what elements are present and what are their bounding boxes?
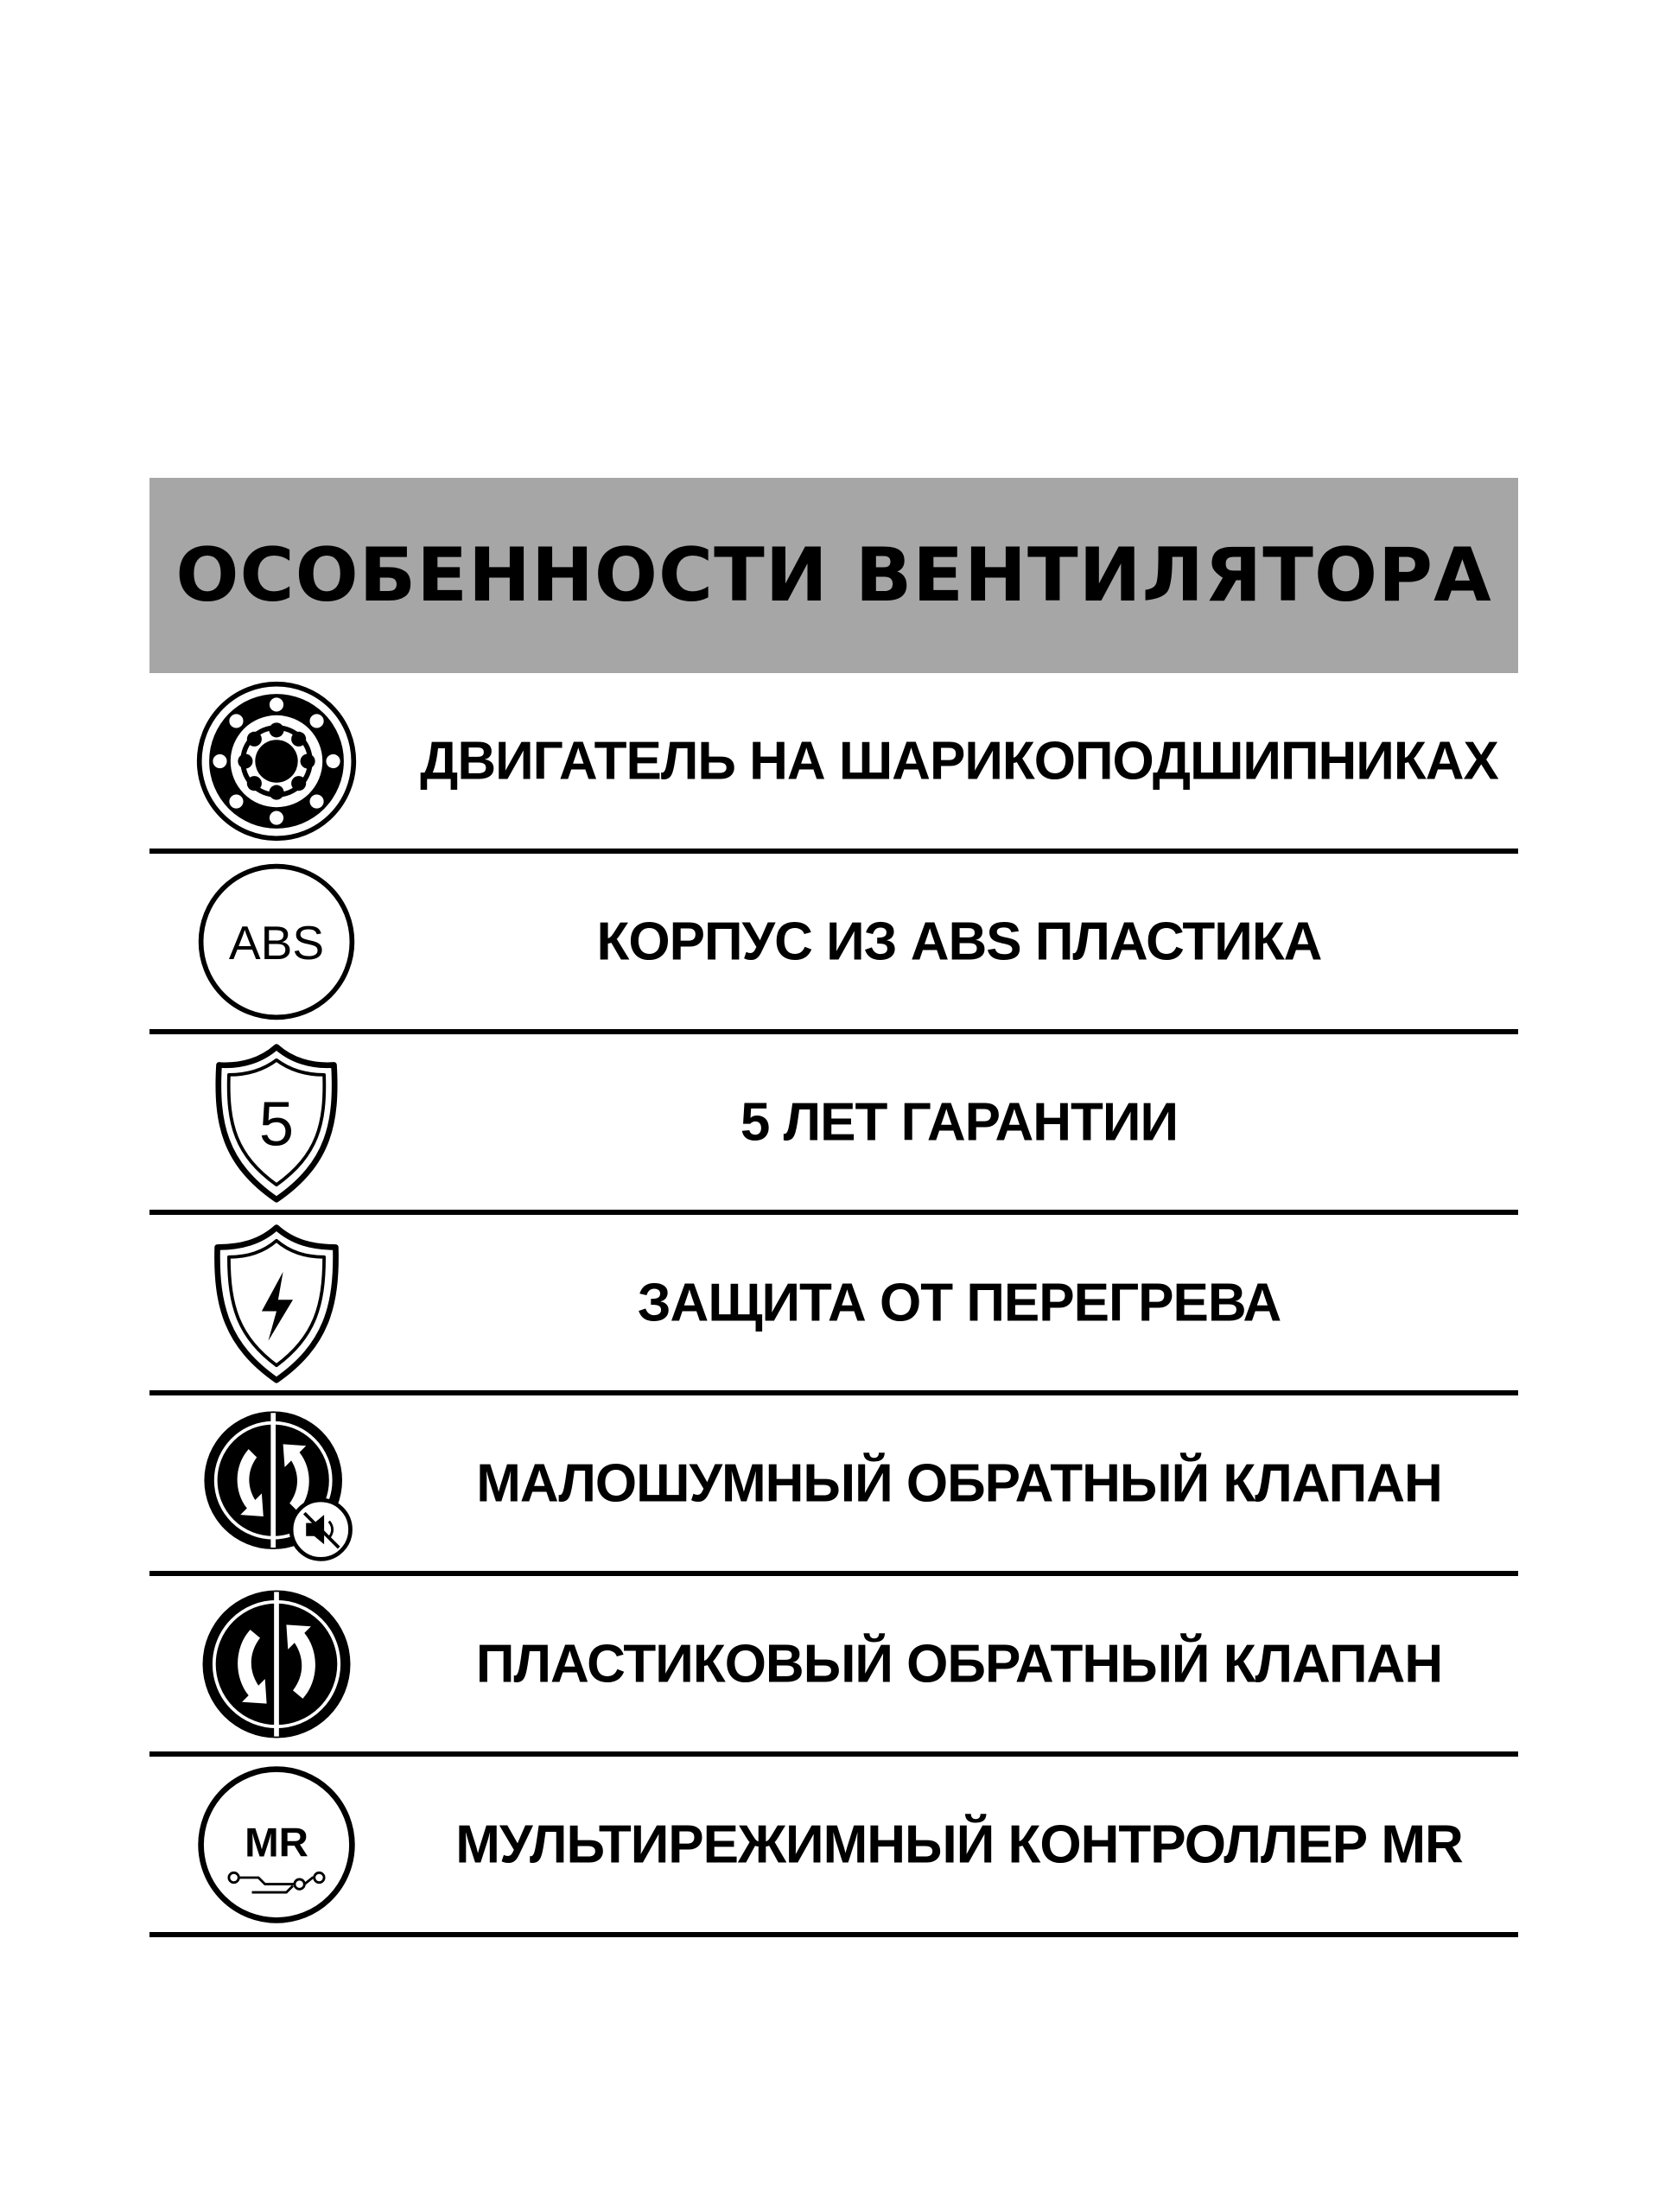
mr-controller-icon	[194, 1763, 359, 1927]
abs-icon-text: ABS	[228, 915, 325, 969]
feature-row-mr-controller	[149, 1757, 1518, 1937]
feature-label: МУЛЬТИРЕЖИМНЫЙ КОНТРОЛЛЕР MR	[455, 1815, 1463, 1874]
feature-label: ДВИГАТЕЛЬ НА ШАРИКОПОДШИПНИКАХ	[420, 731, 1498, 791]
page-title: ОСОБЕННОСТИ ВЕНТИЛЯТОРА	[175, 532, 1492, 619]
shield-five-icon	[194, 1040, 359, 1205]
feature-row-abs	[149, 854, 1518, 1034]
abs-circle-icon	[194, 860, 359, 1024]
feature-label: ПЛАСТИКОВЫЙ ОБРАТНЫЙ КЛАПАН	[475, 1634, 1443, 1694]
feature-row-silent-valve	[149, 1395, 1518, 1576]
ball-bearing-icon	[194, 679, 359, 843]
feature-label: КОРПУС ИЗ ABS ПЛАСТИКА	[596, 912, 1322, 971]
features-panel	[149, 478, 1518, 1937]
check-valve-muted-icon	[194, 1402, 359, 1566]
check-valve-icon	[194, 1582, 359, 1746]
mr-icon-text: MR	[245, 1819, 308, 1866]
feature-label: МАЛОШУМНЫЙ ОБРАТНЫЙ КЛАПАН	[476, 1453, 1442, 1513]
feature-row-bearing	[149, 673, 1518, 854]
feature-row-overheat	[149, 1215, 1518, 1395]
warranty-icon-text: 5	[258, 1090, 295, 1160]
feature-label: ЗАЩИТА ОТ ПЕРЕГРЕВА	[637, 1273, 1281, 1332]
feature-label: 5 ЛЕТ ГАРАНТИИ	[740, 1092, 1179, 1152]
shield-lightning-icon	[194, 1221, 359, 1385]
feature-row-plastic-valve	[149, 1576, 1518, 1757]
feature-row-warranty	[149, 1034, 1518, 1215]
features-header	[149, 478, 1518, 673]
